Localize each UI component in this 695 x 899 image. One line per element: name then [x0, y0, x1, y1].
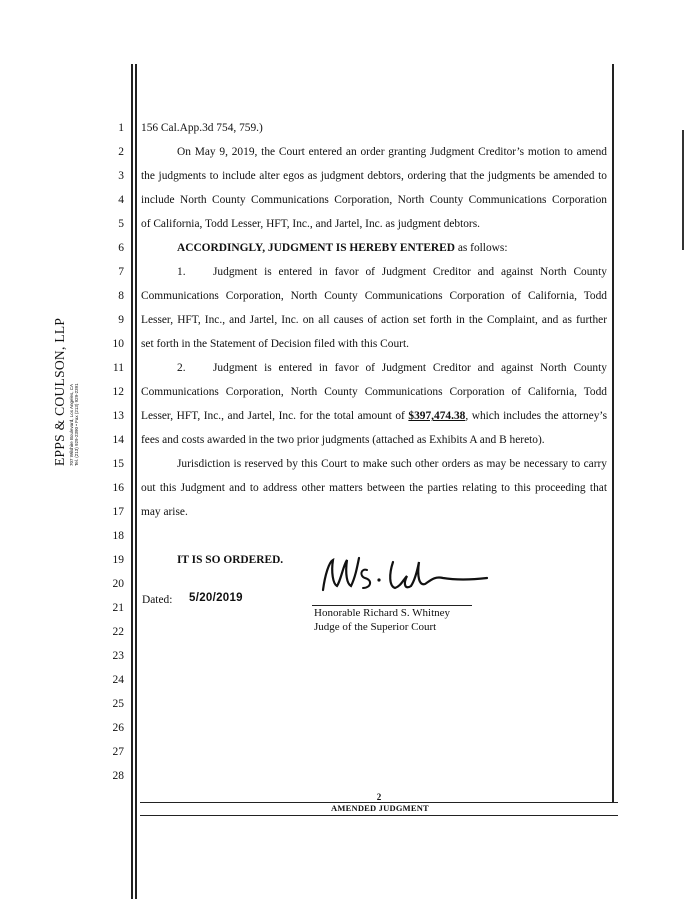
paragraph-line: On May 9, 2019, the Court entered an order granting Judgment Creditor’s motion to amend	[177, 146, 607, 158]
paragraph-number: 1.	[177, 266, 186, 278]
paragraph-line: fees and costs awarded in the two prior judgments (attached as Exhibits A and B hereto).	[141, 434, 545, 446]
line-number: 25	[112, 698, 124, 710]
line-number: 7	[118, 266, 124, 278]
judgment-heading	[141, 241, 607, 255]
amount-prefix: Lesser, HFT, Inc., and Jartel, Inc. for the total amount of	[141, 410, 409, 422]
order-statement: IT IS SO ORDERED.	[177, 554, 284, 566]
line-number: 10	[112, 338, 124, 350]
line-number: 1	[118, 122, 124, 134]
paragraph-line: the judgments to include alter egos as judgment debtors, ordering that the judgments be amended to	[141, 170, 607, 182]
page-number: 2	[376, 792, 382, 802]
line-number: 11	[112, 362, 124, 374]
right-margin-rule	[612, 64, 614, 802]
amount-suffix: , which includes the attorney’s	[465, 410, 607, 422]
dated-value: 5/20/2019	[189, 592, 243, 604]
firm-name: EPPS & COULSON, LLP	[52, 317, 67, 466]
line-number: 20	[112, 578, 124, 590]
paragraph-line: set forth in the Statement of Decision filed with this Court.	[141, 338, 409, 350]
firm-address: 707 Wilshire Boulevard, Los Angeles, CA	[69, 383, 74, 466]
line-number: 5	[118, 218, 124, 230]
line-number: 26	[112, 722, 124, 734]
total-amount: $397,474.38	[408, 410, 466, 422]
line-number: 17	[112, 506, 124, 518]
paragraph-number: 2.	[177, 362, 186, 374]
paragraph-line: include North County Communications Corporation, North County Communications Corporation	[141, 194, 607, 206]
line-number: 18	[112, 530, 124, 542]
line-number: 16	[112, 482, 124, 494]
left-margin-rule	[131, 64, 133, 899]
paragraph-line: Jurisdiction is reserved by this Court to make such other orders as may be necessary to carry	[177, 458, 607, 470]
line-number: 28	[112, 770, 124, 782]
line-number: 6	[118, 242, 124, 254]
paragraph-line-amount	[141, 409, 607, 423]
line-number: 13	[112, 410, 124, 422]
paragraph-line: may arise.	[141, 506, 188, 518]
paragraph-line: Judgment is entered in favor of Judgment Creditor and against North County	[213, 266, 607, 278]
line-number: 27	[112, 746, 124, 758]
left-margin-rule-inner	[135, 64, 137, 899]
paragraph-line: of California, Todd Lesser, HFT, Inc., and Jartel, Inc. as judgment debtors.	[141, 218, 481, 230]
line-number: 23	[112, 650, 124, 662]
line-number: 21	[112, 602, 124, 614]
line-number: 15	[112, 458, 124, 470]
firm-phone: Tel. (213) 929-2390 • Fax (213) 929-2391	[74, 383, 79, 466]
scan-artifact-line	[682, 130, 684, 250]
judge-name: Honorable Richard S. Whitney	[314, 607, 451, 619]
judge-title: Judge of the Superior Court	[314, 621, 437, 633]
judgment-heading-bold: ACCORDINGLY, JUDGMENT IS HEREBY ENTERED	[177, 242, 455, 254]
judgment-heading-rest: as follows:	[454, 242, 508, 254]
firm-sidebar	[52, 318, 79, 466]
paragraph-line: Communications Corporation, North County Communications Corporation of California, Todd	[141, 290, 607, 302]
line-number: 22	[112, 626, 124, 638]
footer-rule-bottom	[140, 815, 618, 816]
paragraph-line: out this Judgment and to address other matters between the parties relating to this proceeding that	[141, 482, 607, 494]
line-number: 9	[118, 314, 124, 326]
citation-text: 156 Cal.App.3d 754, 759.)	[141, 122, 263, 134]
paragraph-line: Judgment is entered in favor of Judgment Creditor and against North County	[213, 362, 607, 374]
judge-signature	[315, 550, 495, 600]
footer-title: AMENDED JUDGMENT	[331, 803, 429, 813]
paragraph-line: Lesser, HFT, Inc., and Jartel, Inc. on all causes of action set forth in the Complaint, and as further	[141, 314, 607, 326]
line-number: 14	[112, 434, 124, 446]
line-number: 3	[118, 170, 124, 182]
line-number: 4	[118, 194, 124, 206]
line-number: 24	[112, 674, 124, 686]
paragraph-line: Communications Corporation, North County Communications Corporation of California, Todd	[141, 386, 607, 398]
line-number: 12	[112, 386, 124, 398]
line-number: 19	[112, 554, 124, 566]
dated-label: Dated:	[142, 594, 173, 606]
line-number: 8	[118, 290, 124, 302]
line-number: 2	[118, 146, 124, 158]
